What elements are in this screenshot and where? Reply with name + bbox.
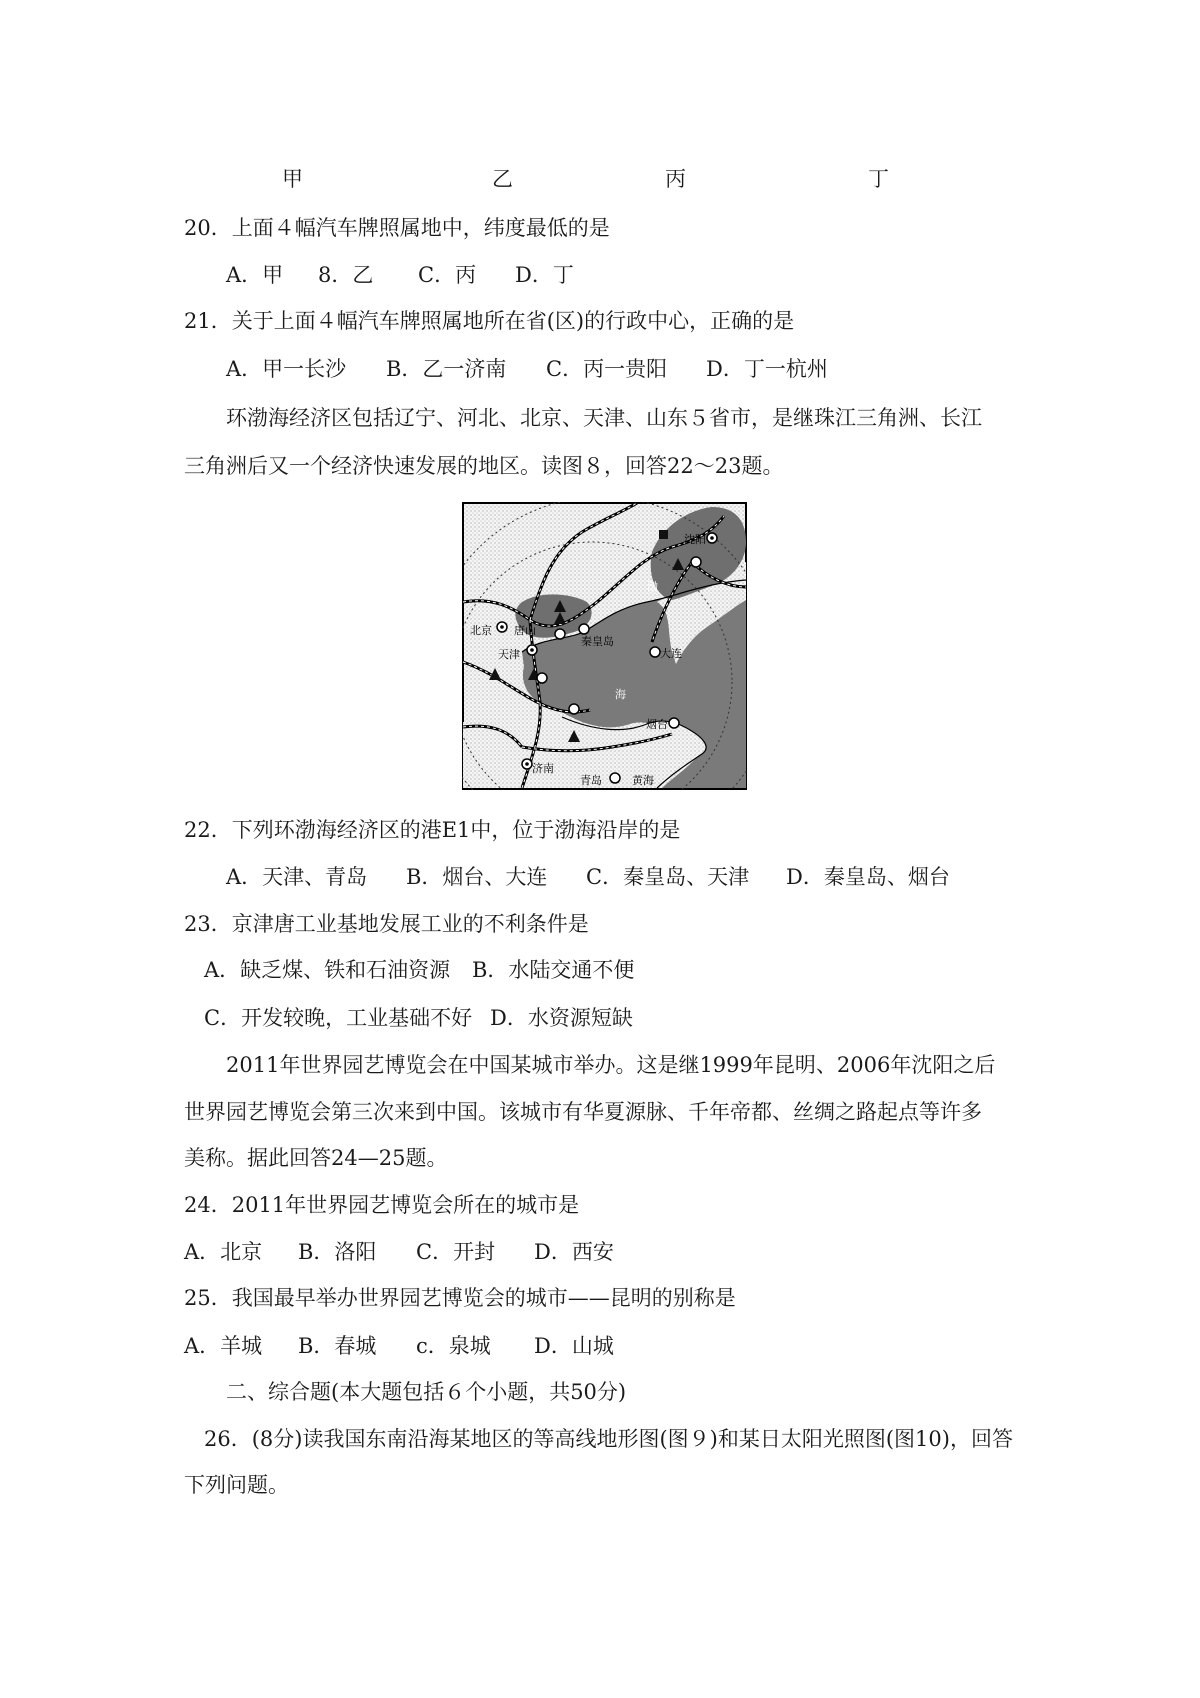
plate-label-ding: 丁 xyxy=(868,167,889,191)
map-label-hai: 海 xyxy=(615,688,626,701)
question-25-stem: 25．我国最早举办世界园艺博览会的城市——昆明的别称是 xyxy=(184,1286,736,1310)
city-marker-tangshan xyxy=(555,629,565,639)
city-marker-dalian xyxy=(650,647,660,657)
q24-option-b: B．洛阳 xyxy=(298,1240,377,1264)
passage-expo-line-2: 世界园艺博览会第三次来到中国。该城市有华夏源脉、千年帝都、丝绸之路起点等许多 xyxy=(184,1100,982,1124)
map-label-jinan: 济南 xyxy=(532,762,554,775)
question-24-stem: 24．2011年世界园艺博览会所在的城市是 xyxy=(184,1193,580,1217)
map-label-tangshan: 唐山 xyxy=(514,624,536,637)
q22-option-c: C．秦皇岛、天津 xyxy=(586,865,750,889)
plate-label-yi: 乙 xyxy=(492,167,513,191)
q23-option-c: C．开发较晚，工业基础不好 xyxy=(204,1006,473,1030)
q22-option-b: B．烟台、大连 xyxy=(406,865,548,889)
city-marker-tianjin-port xyxy=(537,673,547,683)
map-label-shenyang: 沈阳 xyxy=(684,533,706,546)
section-2-heading: 二、综合题(本大题包括６个小题，共50分) xyxy=(226,1380,627,1404)
city-marker-shenyang-2 xyxy=(691,557,701,567)
q23-option-d: D．水资源短缺 xyxy=(490,1006,633,1030)
q20-option-c: C．丙 xyxy=(418,263,477,287)
q20-option-d: D．丁 xyxy=(515,263,574,287)
q21-option-c: C．丙一贵阳 xyxy=(546,357,668,381)
q21-option-a: A．甲一长沙 xyxy=(226,357,347,381)
q25-option-d: D．山城 xyxy=(534,1334,614,1358)
city-marker-yantai xyxy=(669,718,679,728)
passage-expo-line-1: 2011年世界园艺博览会在中国某城市举办。这是继1999年昆明、2006年沈阳之后 xyxy=(226,1053,996,1077)
q25-option-b: B．春城 xyxy=(298,1334,377,1358)
plate-label-jia: 甲 xyxy=(282,167,303,191)
q20-option-a: A．甲 xyxy=(226,263,284,287)
city-marker-weifang xyxy=(569,704,579,714)
passage-expo-line-3: 美称。据此回答24—25题。 xyxy=(184,1146,448,1170)
question-26-line-2: 下列问题。 xyxy=(184,1473,289,1497)
plate-label-bing: 丙 xyxy=(665,167,686,191)
q24-option-d: D．西安 xyxy=(534,1240,614,1264)
q21-option-d: D．丁一杭州 xyxy=(706,357,828,381)
q23-option-a: A．缺乏煤、铁和石油资源 xyxy=(204,958,451,982)
q21-option-b: B．乙一济南 xyxy=(386,357,507,381)
map-label-beijing: 北京 xyxy=(470,624,492,637)
map-label-huanghai: 黄海 xyxy=(632,774,654,787)
q23-option-b: B．水陆交通不便 xyxy=(472,958,635,982)
map-label-qingdao: 青岛 xyxy=(580,774,602,787)
city-marker-qingdao xyxy=(610,773,620,783)
question-21-stem: 21．关于上面４幅汽车牌照属地所在省(区)的行政中心，正确的是 xyxy=(184,309,795,333)
map-label-bo: 渤 xyxy=(647,580,658,593)
map-label-yantai: 烟台 xyxy=(646,718,668,731)
map-label-qinhuangdao: 秦皇岛 xyxy=(581,635,614,648)
q24-option-c: C．开封 xyxy=(416,1240,496,1264)
q24-option-a: A．北京 xyxy=(184,1240,263,1264)
map-label-dalian: 大连 xyxy=(660,647,682,660)
map-label-tianjin: 天津 xyxy=(498,648,520,661)
question-22-stem: 22．下列环渤海经济区的港E1中，位于渤海沿岸的是 xyxy=(184,818,681,842)
q22-option-d: D．秦皇岛、烟台 xyxy=(786,865,950,889)
question-20-stem: 20．上面４幅汽车牌照属地中，纬度最低的是 xyxy=(184,216,610,240)
bohai-region-map xyxy=(462,502,747,790)
question-23-stem: 23．京津唐工业基地发展工业的不利条件是 xyxy=(184,912,589,936)
q25-option-a: A．羊城 xyxy=(184,1334,263,1358)
q20-option-b: 8．乙 xyxy=(318,263,374,287)
city-marker-qinhuangdao xyxy=(579,624,589,634)
coal-mine-symbol xyxy=(659,530,668,539)
q22-option-a: A．天津、青岛 xyxy=(226,865,368,889)
passage-bohai-line-1: 环渤海经济区包括辽宁、河北、北京、天津、山东５省市，是继珠江三角洲、长江 xyxy=(226,406,982,430)
q25-option-c: c．泉城 xyxy=(416,1334,491,1358)
question-26-line-1: 26．(8分)读我国东南沿海某地区的等高线地形图(图９)和某日太阳光照图(图10)，回答 xyxy=(204,1427,1013,1451)
passage-bohai-line-2: 三角洲后又一个经济快速发展的地区。读图８，回答22～23题。 xyxy=(184,454,784,478)
